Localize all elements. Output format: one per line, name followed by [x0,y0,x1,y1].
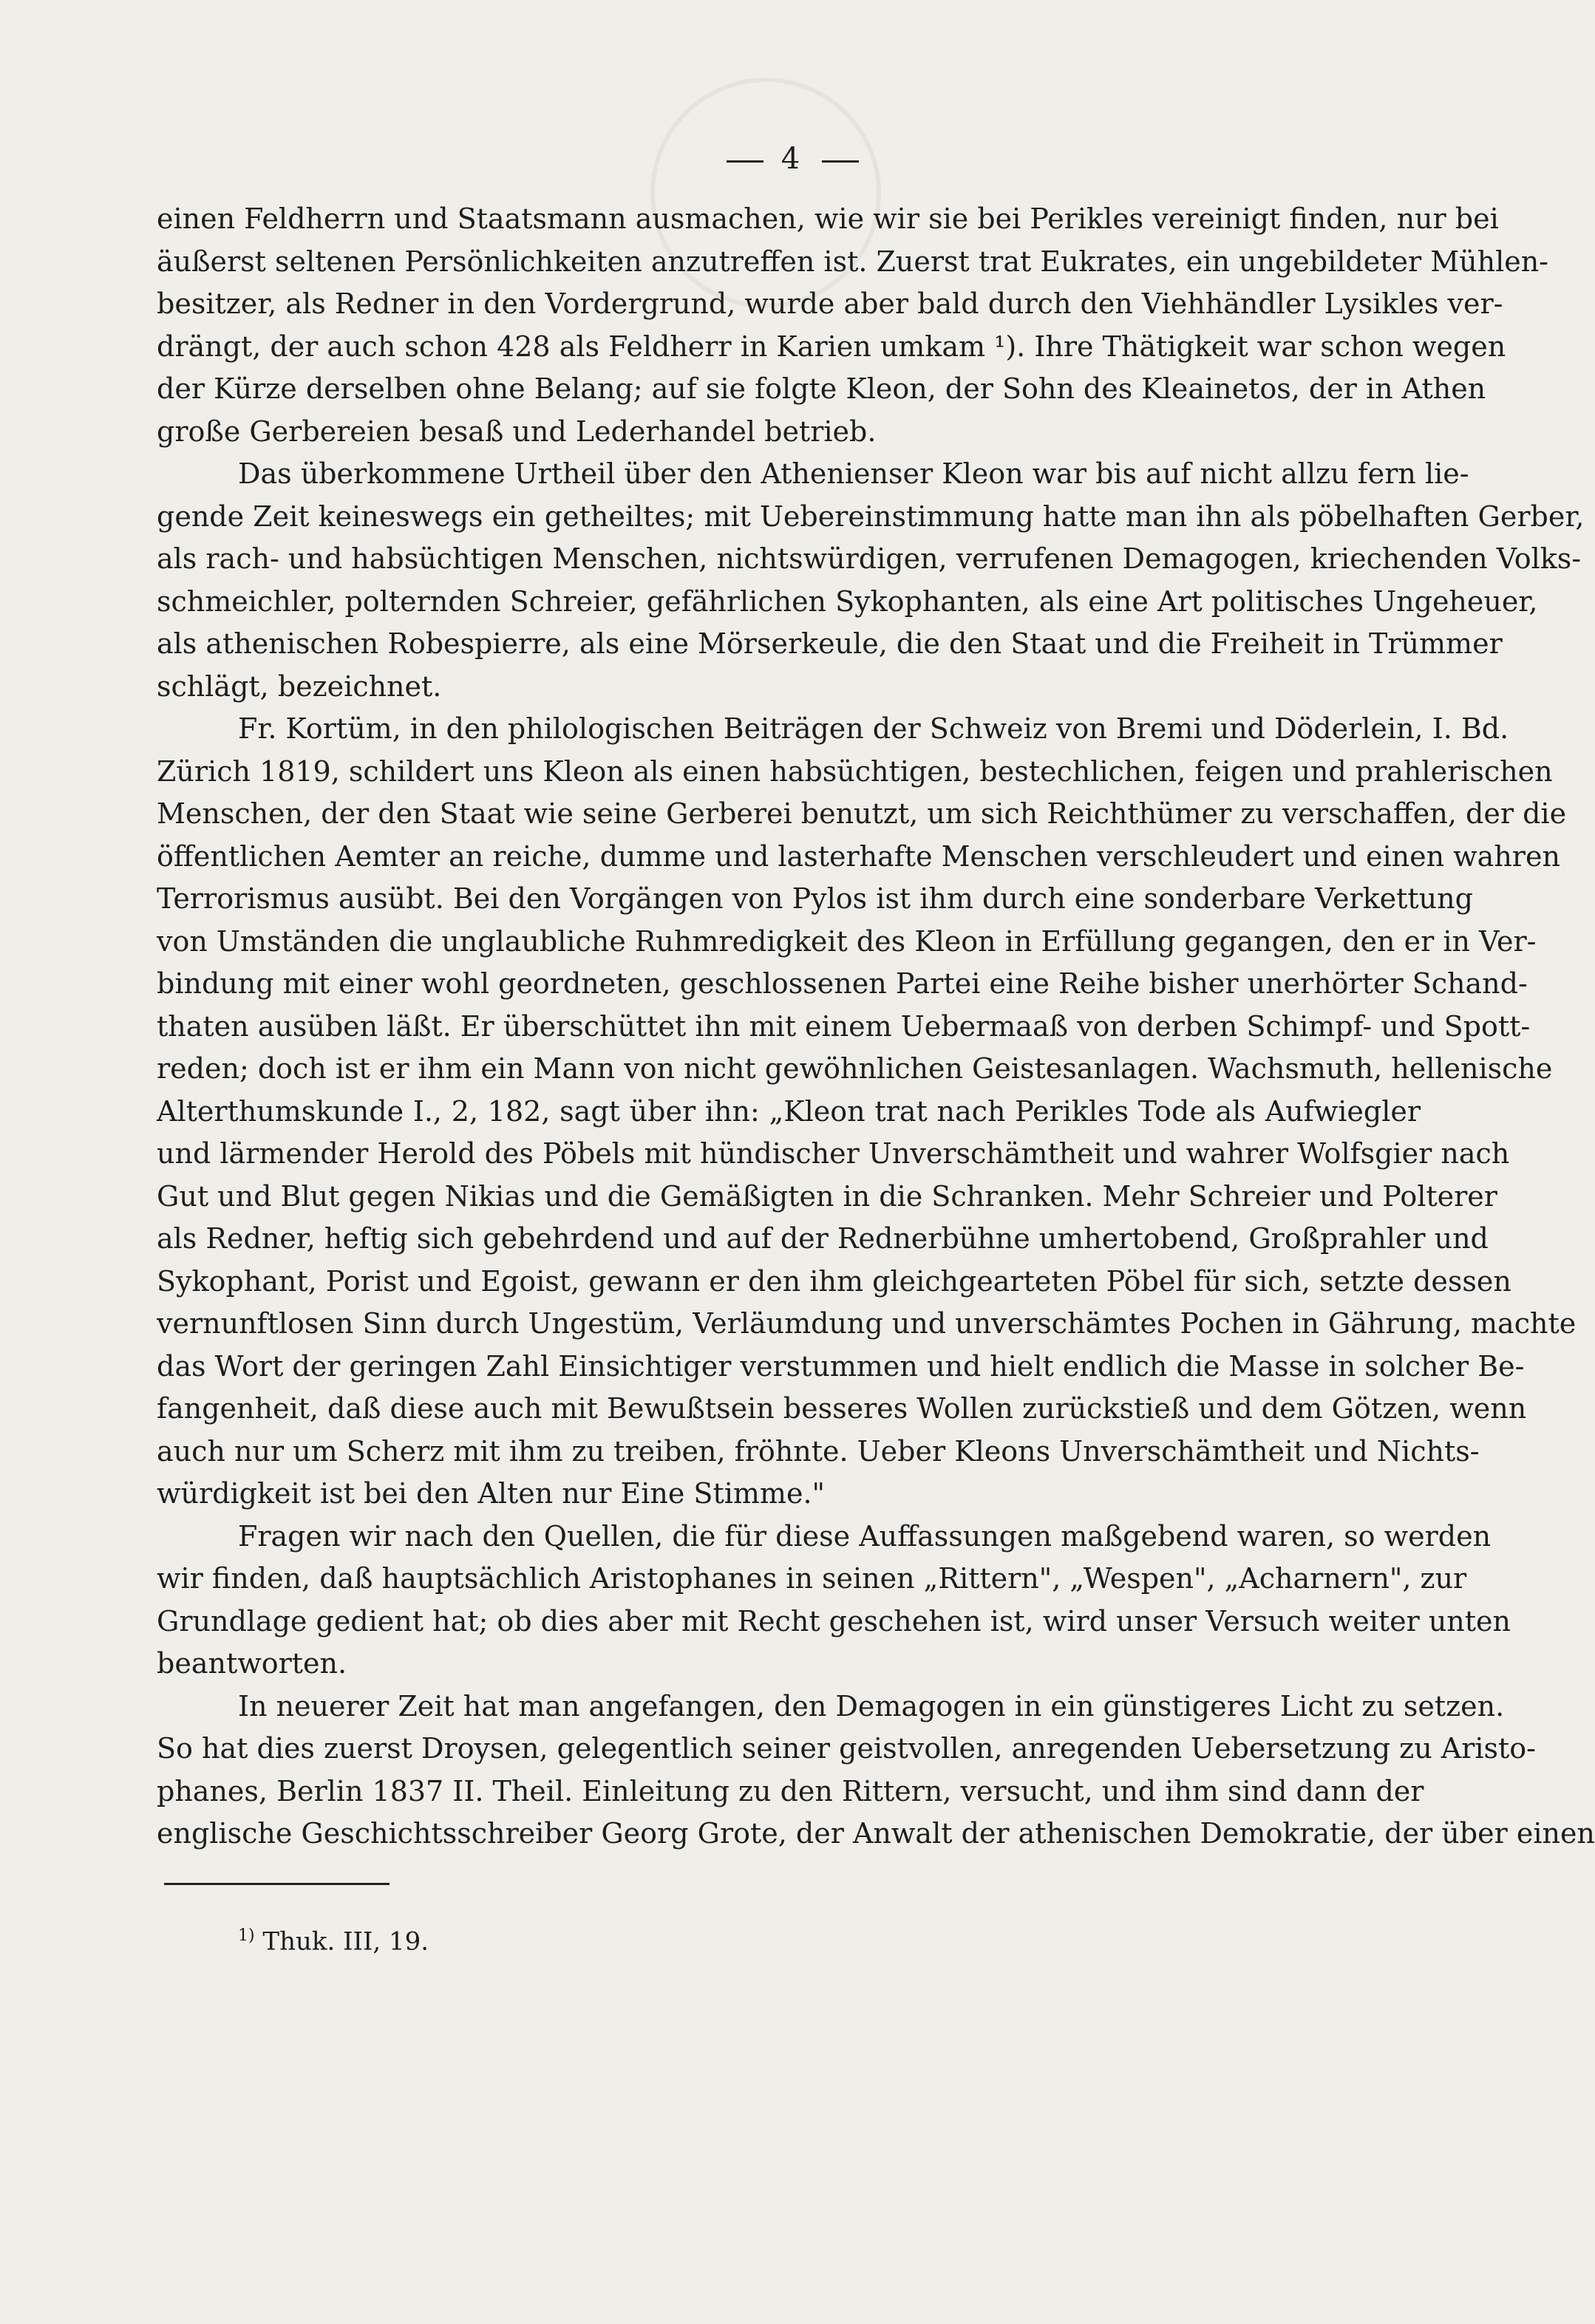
text-line: vernunftlosen Sinn durch Ungestüm, Verläumdung und unverschämtes Pochen in Gährung, machte [157,1307,1577,1340]
page-number [0,142,1585,176]
text-line: gende Zeit keineswegs ein getheiltes; mit Uebereinstimmung hatte man ihn als pöbelhaften Gerber, [157,500,1585,533]
text-line: Gut und Blut gegen Nikias und die Gemäßigten in die Schranken. Mehr Schreier und Polterer [157,1179,1497,1213]
text-line: schmeichler, polternden Schreier, gefährlichen Sykophanten, als eine Art politisches Ungeheuer, [157,585,1538,618]
text-line: fangenheit, daß diese auch mit Bewußtsein besseres Wollen zurückstieß und dem Götzen, wenn [157,1392,1527,1425]
text-line: das Wort der geringen Zahl Einsichtiger verstummen und hielt endlich die Masse in solcher Be- [157,1349,1525,1383]
text-line: Fragen wir nach den Quellen, die für diese Auffassungen maßgebend waren, so werden [238,1519,1492,1553]
text-line: als athenischen Robespierre, als eine Mörserkeule, die den Staat und die Freiheit in Trümmer [157,627,1503,660]
text-line: Menschen, der den Staat wie seine Gerberei benutzt, um sich Reichthümer zu verschaffen, der die [157,797,1567,830]
text-line: So hat dies zuerst Droysen, gelegentlich seiner geistvollen, anregenden Uebersetzung zu Aristo- [157,1732,1537,1765]
footnote-rule [164,1883,390,1885]
footnote-text: Thuk. III, 19. [254,1926,429,1957]
text-line: Terrorismus ausübt. Bei den Vorgängen von Pylos ist ihm durch eine sonderbare Verkettung [157,882,1473,915]
footnote [238,1921,429,1956]
text-line: als rach- und habsüchtigen Menschen, nichtswürdigen, verrufenen Demagogen, kriechenden Volks- [157,542,1582,575]
text-line: englische Geschichtsschreiber Georg Grote, der Anwalt der athenischen Demokratie, der über einen [157,1817,1595,1850]
text-line: und lärmender Herold des Pöbels mit hündischer Unverschämtheit und wahrer Wolfsgier nach [157,1137,1510,1170]
text-line: Sykophant, Porist und Egoist, gewann er den ihm gleichgearteten Pöbel für sich, setzte dessen [157,1264,1511,1298]
text-line: schlägt, bezeichnet. [157,669,442,703]
text-line: einen Feldherrn und Staatsmann ausmachen, wie wir sie bei Perikles vereinigt finden, nur bei [157,202,1499,235]
text-line: phanes, Berlin 1837 II. Theil. Einleitung zu den Rittern, versucht, und ihm sind dann der [157,1774,1424,1807]
text-line: bindung mit einer wohl geordneten, geschlossenen Partei eine Reihe bisher unerhörter Schand- [157,967,1528,1000]
text-line: würdigkeit ist bei den Alten nur Eine Stimme." [157,1477,826,1510]
text-line: Das überkommene Urtheil über den Athenienser Kleon war bis auf nicht allzu fern lie- [238,457,1469,490]
text-line: Alterthumskunde I., 2, 182, sagt über ihn: „Kleon trat nach Perikles Tode als Aufwiegler [157,1094,1421,1128]
body-text [157,198,1595,1856]
text-line: äußerst seltenen Persönlichkeiten anzutreffen ist. Zuerst trat Eukrates, ein ungebildeter Mühlen- [157,245,1549,278]
text-line: als Redner, heftig sich gebehrdend und auf der Rednerbühne umhertobend, Großprahler und [157,1222,1489,1255]
text-line: der Kürze derselben ohne Belang; auf sie folgte Kleon, der Sohn des Kleainetos, der in Athen [157,372,1486,405]
text-line: auch nur um Scherz mit ihm zu treiben, fröhnte. Ueber Kleons Unverschämtheit und Nichts- [157,1434,1480,1468]
text-line: thaten ausüben läßt. Er überschüttet ihn mit einem Uebermaaß von derben Schimpf- und Spott- [157,1009,1531,1043]
text-line: öffentlichen Aemter an reiche, dumme und lasterhafte Menschen verschleudert und einen wahren [157,839,1560,873]
text-line: Grundlage gedient hat; ob dies aber mit Recht geschehen ist, wird unser Versuch weiter unten [157,1604,1511,1638]
dash-left [727,160,764,163]
page-number-value: 4 [781,142,805,176]
text-line: Fr. Kortüm, in den philologischen Beiträgen der Schweiz von Bremi und Döderlein, I. Bd. [238,712,1509,745]
text-line: Zürich 1819, schildert uns Kleon als einen habsüchtigen, bestechlichen, feigen und prahlerischen [157,754,1553,788]
text-line: von Umständen die unglaubliche Ruhmredigkeit des Kleon in Erfüllung gegangen, den er in Ver- [157,924,1537,958]
text-line: beantworten. [157,1647,347,1680]
text-line: drängt, der auch schon 428 als Feldherr in Karien umkam ¹). Ihre Thätigkeit war schon wegen [157,330,1506,363]
footnote-marker: 1) [238,1926,255,1945]
dash-right [822,160,859,163]
text-line: besitzer, als Redner in den Vordergrund, wurde aber bald durch den Viehhändler Lysikles ver- [157,287,1503,320]
text-line: reden; doch ist er ihm ein Mann von nicht gewöhnlichen Geistesanlagen. Wachsmuth, hellenische [157,1052,1553,1085]
text-line: In neuerer Zeit hat man angefangen, den Demagogen in ein günstigeres Licht zu setzen. [238,1689,1505,1722]
text-line: wir finden, daß hauptsächlich Aristophanes in seinen „Rittern", „Wespen", „Acharnern", zur [157,1562,1467,1595]
text-line: große Gerbereien besaß und Lederhandel betrieb. [157,415,877,448]
